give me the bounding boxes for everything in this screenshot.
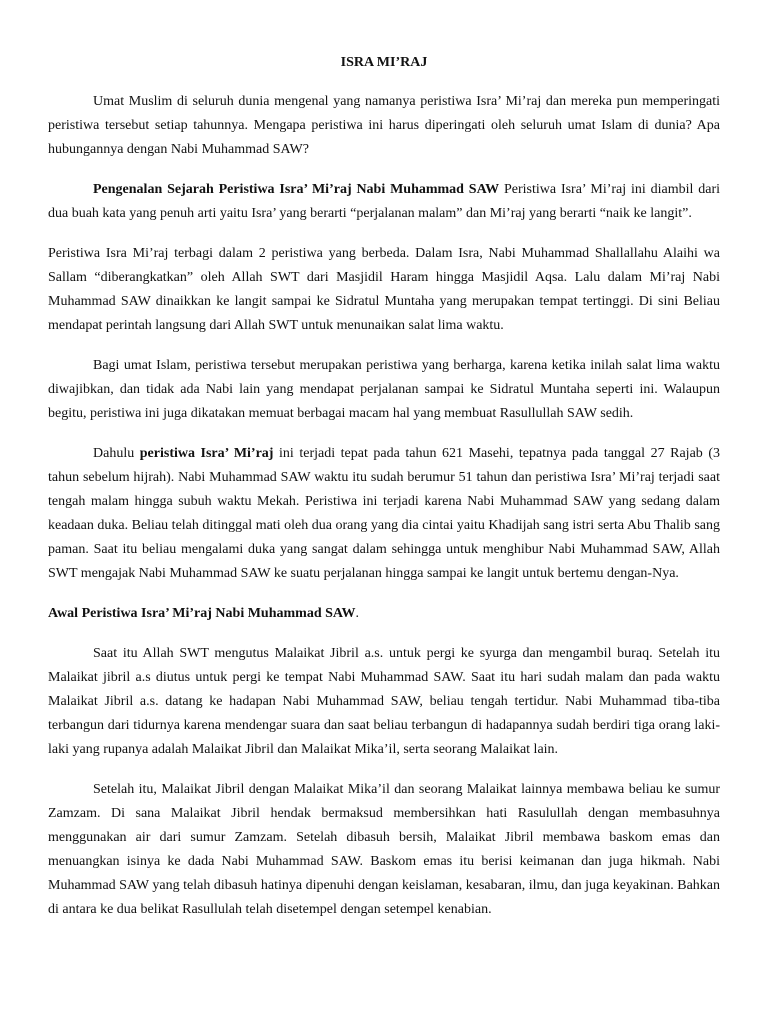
document-title: ISRA MI’RAJ xyxy=(340,55,428,70)
paragraph-zamzam xyxy=(48,778,720,922)
paragraph-jibril-sent-text: Saat itu Allah SWT mengutus Malaikat Jibril a.s. untuk pergi ke syurga dan mengambil buraq. Setelah itu Malaikat jibril a.s diutus untuk pergi ke tempat Nabi Muhammad SAW. Saat itu hari sudah malam dan pada waktu Malaikat Jibril a.s. datang ke hadapan Nabi Muhammad SAW, beliau tengah tertidur. Nabi Muhammad tiba-tiba terbangun dari tidurnya karena mendengar suara dan saat beliau terbangun di hadapannya sudah berdiri tiga orang laki-laki yang rupanya adalah Malaikat Jibril dan Malaikat Mika’il, serta seorang Malaikat lain. xyxy=(48,646,720,757)
paragraph-significance xyxy=(48,354,720,426)
section-heading-beginning xyxy=(48,602,720,626)
paragraph-significance-text: Bagi umat Islam, peristiwa tersebut merupakan peristiwa yang berharga, karena ketika inilah salat lima waktu diwajibkan, dan tidak ada Nabi lain yang mendapat perjalanan sampai ke Sidratul Muntaha seperti ini. Walaupun begitu, peristiwa ini juga dikatakan memuat berbagai macam hal yang membuat Rasullullah SAW sedih. xyxy=(48,358,720,421)
paragraph-intro xyxy=(48,90,720,162)
paragraph-timeline xyxy=(48,442,720,586)
section-heading-beginning-suffix: . xyxy=(355,606,359,621)
paragraph-zamzam-text: Setelah itu, Malaikat Jibril dengan Malaikat Mika’il dan seorang Malaikat lainnya membawa beliau ke sumur Zamzam. Di sana Malaikat Jibril hendak bermaksud membersihkan hati Rasulullah dengan membasuhnya menggunakan air dari sumur Zamzam. Setelah dibasuh bersih, Malaikat Jibril membawa baskom emas dan menuangkan isinya ke dada Nabi Muhammad SAW. Baskom emas itu berisi keimanan dan juga hikmah. Nabi Muhammad SAW yang telah dibasuh hatinya dipenuhi dengan keislaman, kesabaran, ilmu, dan juga keyakinan. Bahkan di antara ke dua belikat Rasullulah telah disetempel dengan setempel kenabian. xyxy=(48,782,720,917)
paragraph-jibril-sent xyxy=(48,642,720,762)
paragraph-intro-text: Umat Muslim di seluruh dunia mengenal yang namanya peristiwa Isra’ Mi’raj dan mereka pun memperingati peristiwa tersebut setiap tahunnya. Mengapa peristiwa ini harus diperingati oleh seluruh umat Islam di dunia? Apa hubungannya dengan Nabi Muhammad SAW? xyxy=(48,94,720,157)
section-heading-history: Pengenalan Sejarah Peristiwa Isra’ Mi’raj Nabi Muhammad SAW xyxy=(93,182,500,197)
section-heading-beginning-text: Awal Peristiwa Isra’ Mi’raj Nabi Muhammad SAW xyxy=(48,606,356,621)
paragraph-timeline-after: ini terjadi tepat pada tahun 621 Masehi, tepatnya pada tanggal 27 Rajab (3 tahun sebelum hijrah). Nabi Muhammad SAW waktu itu sudah berumur 51 tahun dan peristiwa Isra’ Mi’raj terjadi saat tengah malam hingga subuh waktu Mekah. Peristiwa ini terjadi karena Nabi Muhammad SAW yang sedang dalam keadaan duka. Beliau telah ditinggal mati oleh dua orang yang dia cintai yaitu Khadijah sang istri serta Abu Thalib sang paman. Saat itu beliau mengalami duka yang sangat dalam sehingga untuk menghibur Nabi Muhammad SAW, Allah SWT mengajak Nabi Muhammad SAW ke suatu perjalanan hingga sampai ke langit untuk bertemu dengan-Nya. xyxy=(48,446,720,581)
paragraph-two-events-text: Peristiwa Isra Mi’raj terbagi dalam 2 peristiwa yang berbeda. Dalam Isra, Nabi Muhammad Shallallahu Alaihi wa Sallam “diberangkatkan” oleh Allah SWT dari Masjidil Haram hingga Masjidil Aqsa. Lalu dalam Mi’raj Nabi Muhammad SAW dinaikkan ke langit sampai ke Sidratul Muntaha yang merupakan tempat tertinggi. Di sini Beliau mendapat perintah langsung dari Allah SWT untuk menunaikan salat lima waktu. xyxy=(48,246,720,333)
paragraph-timeline-bold: peristiwa Isra’ Mi’raj xyxy=(139,446,274,461)
paragraph-timeline-before: Dahulu xyxy=(93,446,140,461)
paragraph-two-events xyxy=(48,242,720,338)
paragraph-history-text: Peristiwa Isra’ Mi’raj ini diambil dari dua buah kata yang penuh arti yaitu Isra’ yang berarti “perjalanan malam” dan Mi’raj yang berarti “naik ke langit”. xyxy=(48,182,720,221)
paragraph-introduction-history xyxy=(48,178,720,226)
